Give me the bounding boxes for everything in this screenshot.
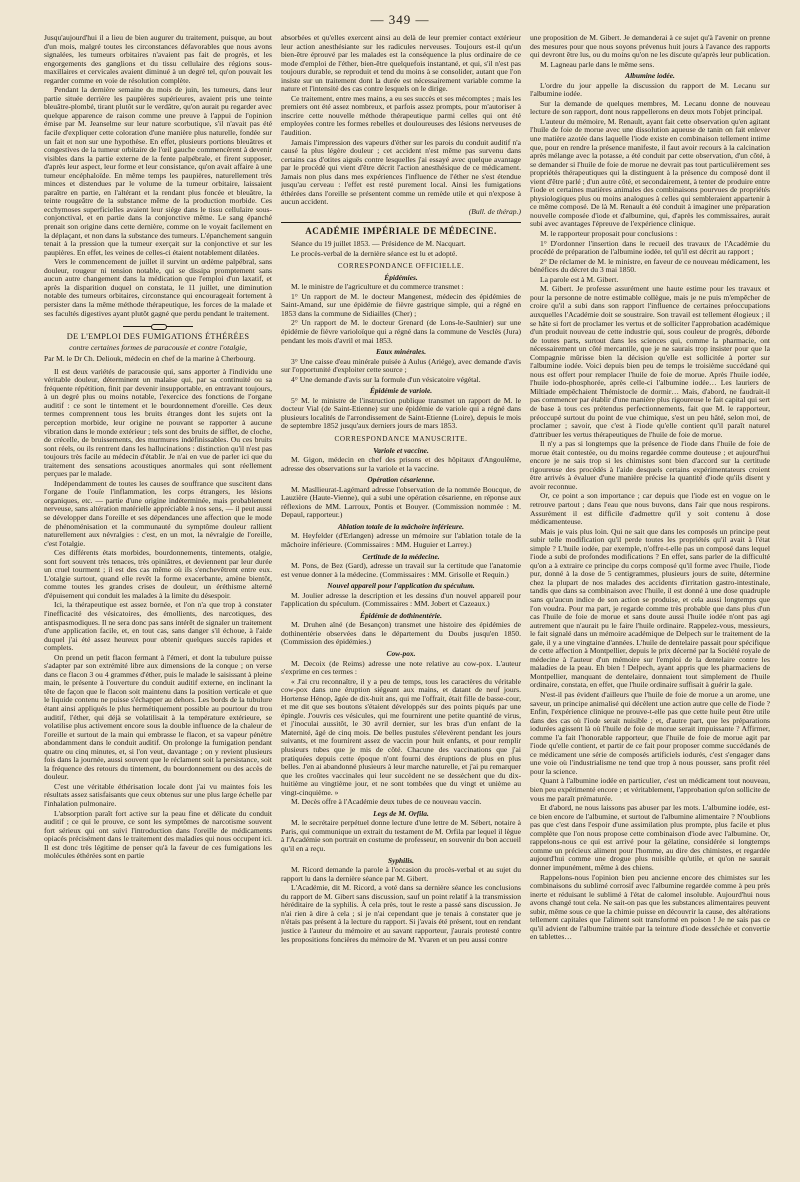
paragraph: M. Masllieurat-Lagémard adresse l'observation de la nommée Boucque, de Lauzière (Haute-Vienne), qui a subi une opération césarienne, en réponse aux réflexions de MM. Larroux, Pontis et Bouyer. (Commission nommée : M. Depaul, rapporteur.) bbox=[281, 484, 521, 520]
paragraph: Ce traitement, entre mes mains, a eu ses succès et ses mécomptes ; mais les premiers ont été assez nombreux, et parfois assez prompts, pour m'autoriser à inscrire cette nouvelle méthode thérapeutique parmi celles qui ont été employées contre les formes rebelles et douloureuses des lésions nerveuses de l'audition. bbox=[281, 93, 521, 138]
paragraph: Mais je vais plus loin. Qui ne sait que dans les composés un principe peut subir telle modification qu'il perde toutes les propriétés qu'il avait à l'état simple ? L'huile iodée, par exemple, n'offre-t-elle pas un composé dans lequel l'iode a subi de profondes modifications ? En effet, sans parler de la difficulté qu'on a à extraire ce principe du corps composé qu'il forme avec l'huile, l'iode pur, donné à la dose de 5 centigrammes, plusieurs jours de suite, détermine chez la plupart de nos malades des accidents d'irritation gastro-intestinale, tandis que dans sa combinaison avec l'huile, il est donné à une dose quadruple sans qu'aucun indice de son action se produise, et cela aussi longtemps que l'on voudra. Pour ma part, je regarde comme très probable que dans plus d'un cas l'huile de foie de morue et sans doute aussi l'huile iodée n'ont pas agi autrement que n'aurait pu le faire l'huile ordinaire. Rappelez-vous, messieurs, le fait signalé dans un mémoire académique de Delpech sur le traitement de la gale, il y a une vingtaine d'années. L'huile de dentelaire passait pour spécifique de cette affection à Montpellier, depuis le prix décerné par la Société royale de médecine à l'auteur d'un mémoire sur l'emploi de la dentelaire contre les maladies de la peau. Eh bien ! Delpech, ayant appris que les pharmaciens de Montpellier, manquant de dentelaire, donnaient tout simplement de l'huile ordinaire, constata, en effet, que l'huile ordinaire suffisait à guérir la gale. bbox=[530, 526, 770, 690]
article-subtitle: contre certaines formes de paracousie et contre l'otalgie, bbox=[69, 342, 247, 352]
subsection-heading: Opération césarienne. bbox=[367, 475, 435, 485]
paragraph: Jamais l'impression des vapeurs d'éther sur les parois du conduit auditif n'a causé la plus légère douleur ; cet accident n'est même pas survenu dans certains cas d'otites aiguës contre lesquelles j'ai essayé avec quelque avantage par le procédé qui vient d'être décrit l'action anesthésique de ce médicament. Jamais non plus dans mes expériences l'influence de l'éther ne s'est étendue jusqu'au cerveau : l'effet est resté purement local. Ainsi les fumigations éthérées dans l'oreille se présentent comme un remède utile et qui n'expose à aucun accident. bbox=[281, 137, 521, 207]
paragraph: Sur la demande de quelques membres, M. Lecanu donne de nouveau lecture de son rapport, dont nous rappellerons en deux mots l'objet principal. bbox=[530, 98, 770, 117]
paragraph: 1° Un rapport de M. le docteur Mangenest, médecin des épidémies de Saint-Amand, sur une épidémie de fièvre gastrique simple, qui a régné en 1853 dans la commune de Sidiailles (Cher) ; bbox=[281, 291, 521, 318]
subsection-heading: Nouvel appareil pour l'application du spéculum. bbox=[327, 581, 475, 591]
paragraph: M. Gibert. Je professe assurément une haute estime pour les travaux et pour la personne de notre estimable collègue, mais je ne puis m'empêcher de croire qu'il a subi dans son rapport l'influence de certaines préoccupations auxquelles l'Académie doit se soustraire. Son travail est tellement élogieux ; il se hâte si fort de proclamer les vertus et de solliciter l'approbation académique d'un produit nouveau de cette industrie qui, sous couleur de progrès, déborde de toutes parts, surtout dans les sciences qui, comme la pharmacie, ont nécessairement un côté mercantile, que je ne saurais trop insister pour que la Compagnie mûrisse bien la décision qu'elle est sollicitée à porter sur l'albumine iodée. Voici depuis bien peu de temps le troisième succédané qui nous est offert pour remplacer l'huile de foie de morue. Après l'huile iodée, l'huile iodo-phosphorée, après celle-ci l'albumine iodée… Les lauriers de Miltiade empêchaient Thémistocle de dormir… Mais, d'abord, ne faudrait-il pas commencer par établir d'une manière plus rigoureuse le fait capital qui sert de base à tous ces prétendus perfectionnements, fait que M. le rapporteur, préoccupé surtout du point de vue chimique, s'est un peu hâté, selon moi, de proclamer ; savoir, que c'est à l'iode qu'elle contient qu'il paraît naturel d'attribuer les vertus thérapeutiques de l'huile de foie de morue. bbox=[530, 284, 770, 439]
subsection-heading: Eaux minérales. bbox=[375, 347, 427, 357]
paragraph: Il n'y a pas si longtemps que la présence de l'iode dans l'huile de foie de morue était contestée, ou du moins regardée comme douteuse ; et aujourd'hui encore je ne sais trop si les chimistes sont bien d'accord sur la certitude rigoureuse des procédés à l'aide desquels certains expérimentateurs croient être arrivés à évaluer d'une manière précise la quantité d'iode qu'ils disent y avoir reconnue. bbox=[530, 439, 770, 491]
subsection-heading: Variole et vaccine. bbox=[373, 445, 429, 455]
subsection-heading: Ablation totale de la mâchoire inférieure. bbox=[337, 521, 465, 531]
subsection-heading: Épidémies. bbox=[384, 272, 418, 282]
paragraph: M. Decès offre à l'Académie deux tubes de ce nouveau vaccin. bbox=[291, 797, 482, 807]
section-divider bbox=[123, 326, 193, 327]
paragraph: Rappelons-nous l'opinion bien peu ancienne encore des chimistes sur les combinaisons du sublimé corrosif avec l'albumine regardée comme à peu près inerte et réduisant le sublimé à l'état de calomel insoluble. Aujourd'hui nous avons changé tout cela. Ne sait-on pas que les substances alimentaires peuvent subir, même sous ce que la chimie puisse en découvrir la cause, des altérations tellement capitales que l'aliment soit transformé en poison ! Je ne sais pas ce qu'il advient de l'albumine traitée par la teinture d'iode desséchée et convertie en tablettes… bbox=[530, 872, 770, 942]
paragraph: M. Gigon, médecin en chef des prisons et des hôpitaux d'Angoulême, adresse des observations sur la variole et la vaccine. bbox=[281, 455, 521, 473]
paragraph: M. Druhen aîné (de Besançon) transmet une histoire des épidémies de dothinentérie observées dans le département du Doubs jusqu'en 1850. (Commission des épidémies.) bbox=[281, 620, 521, 647]
article-title: DE L'EMPLOI DES FUMIGATIONS ÉTHÉRÉES bbox=[66, 332, 250, 342]
paragraph: Vers le commencement de juillet il survint un œdème palpébral, sans douleur, rougeur ni tension notable, qui se dissipa promptement sans aucun autre changement dans la médication que l'emploi d'un laxatif, et après la disparition duquel on constata, le 11 juillet, une diminution notable des tumeurs orbitaires, circonstance qui encourageait fortement à persister dans la même méthode thérapeutique, les forces de la malade et ses facultés digestives ayant plutôt gagné que perdu pendant le traitement. bbox=[44, 257, 272, 318]
section-heading: CORRESPONDANCE MANUSCRITE. bbox=[334, 434, 468, 443]
column-right bbox=[530, 34, 770, 1169]
paragraph: Quant à l'albumine iodée en particulier, c'est un médicament tout nouveau, bien peu expérimenté encore ; et véritablement, l'approbation qu'on sollicite de vous me paraît prématurée. bbox=[530, 776, 770, 803]
subsection-heading: Cow-pox. bbox=[386, 649, 416, 658]
paragraph: C'est une véritable éthérisation locale dont j'ai vu maintes fois les résultats assez satisfaisants que ceux obtenus sur une plus large échelle par l'inhalation pulmonaire. bbox=[44, 781, 272, 809]
paragraph: M. Heyfelder (d'Erlangen) adresse un mémoire sur l'ablation totale de la mâchoire inférieure. (Commissaires : MM. Huguier et Larrey.) bbox=[281, 531, 521, 549]
paragraph: M. le ministre de l'agriculture et du commerce transmet : bbox=[291, 282, 464, 292]
paragraph: M. le rapporteur proposait pour conclusions : bbox=[540, 229, 678, 239]
paragraph: Pendant la dernière semaine du mois de juin, les tumeurs, dans leur partie située derrière les paupières supérieures, avaient pris une teinte bleuâtre-plombé, tirant plutôt sur le verdâtre, qu'on aurait pu regarder avec quelque apparence de raison comme une preuve à l'appui de l'opinion émise par M. Jeanselme sur leur nature scorbutique, s'il n'avait pas été facile d'expliquer cette coloration d'une manière plus naturelle, fondée sur un fait et non sur une hypothèse. En effet, plusieurs portions bleuâtres et congestives de la tumeur orbitaire de l'œil gauche commencèrent à devenir visibles dans la partie externe de la fente palpébrale, et firent supposer, d'après leur aspect, leur forme et leur consistance, qu'on avait affaire à une tumeur encéphaloïde. En même temps les paupières, naturellement très minces et distendues par le volume de la tumeur orbitaire, laissaient paraître en partie, en l'altérant et la rendant plus foncée et bleuâtre, la teinte rougeâtre de la substance même de la production morbide. Ces ecchymoses superficielles avaient leur siége dans le tissu cellulaire sous-conjonctival, et en partie dans la conjonctive même. Le sang épanché prenait son origine dans cette dernière, comme on le voyait facilement en la déplaçant, et non dans la substance des tumeurs. L'épanchement sanguin tenait à la pression que la tumeur exerçait sur la conjonctive et sur les paupières. En effet, les veines de celles-ci étaient notablement dilatées. bbox=[44, 85, 272, 257]
paragraph: M. le secrétaire perpétuel donne lecture d'une lettre de M. Sébert, notaire à Paris, qui communique un extrait du testament de M. Orfila par lequel il lègue à l'Académie son portrait en costume de professeur, en souvenir du bon accueil qu'il en a reçu. bbox=[281, 818, 521, 854]
subsection-heading: Certitude de la médecine. bbox=[362, 551, 440, 561]
paragraph: Jusqu'aujourd'hui il a lieu de bien augurer du traitement, puisque, au bout d'un mois, malgré toutes les circonstances défavorables que nous avons signalées, les tumeurs orbitaires n'avaient pas fait de progrès, et les engorgements des ganglions et du tissu cellulaire des régions sous-maxillaires et cervicales avaient diminué à un degré tel, qu'on pouvait les regarder comme en voie de résolution complète. bbox=[44, 34, 272, 85]
paragraph: 3° Une caisse d'eau minérale puisée à Aulus (Ariége), avec demande d'avis sur l'opportunité d'exploiter cette source ; bbox=[281, 356, 521, 375]
paragraph: 2° De réclamer de M. le ministre, en faveur de ce nouveau médicament, les bénéfices du décret du 3 mai 1850. bbox=[530, 256, 770, 275]
paragraph: N'est-il pas évident d'ailleurs que l'huile de foie de morue a un arome, une saveur, un principe animalisé qui décèlent une action autre que celle de l'iode ? Enfin, l'expérience clinique ne prouve-t-elle pas que cette huile peut être utile dans des cas où l'iode serait nuisible ; et, d'autre part, que les préparations iodurées agissent là où l'huile de foie de morue serait impuissante ? Affirmer, comme l'a fait l'honorable rapporteur, que l'huile de foie de morue agit par l'iode qu'elle contient, et partir de ce fait pour proposer comme succédanés de ce médicament une série de composés artificiels iodurés, c'est s'engager dans une voie où l'industrialisme ne tend que trop à nous pousser, sans profit réel pour la science. bbox=[530, 690, 770, 776]
subsection-heading: Épidémie de dothinentérie. bbox=[360, 610, 442, 620]
paragraph: M. Ricord demande la parole à l'occasion du procès-verbal et au sujet du rapport lu dans la dernière séance par M. Gibert. bbox=[281, 865, 521, 883]
paragraph: absorbées et qu'elles exercent ainsi au delà de leur premier contact extérieur leur action anesthésiante sur les radicules nerveuses. Toujours est-il qu'un bien-être éprouvé par les malades est la conséquence la plus ordinaire de ce mode d'emploi de l'éther, bien-être quelquefois instantané, et qui, s'il n'est pas toujours durable, se reproduit et tend du moins à se consolider, autant que l'on insiste sur un traitement dont la durée est nécessairement variable comme la nature et l'intensité des cas contre lesquels on le dirige. bbox=[281, 34, 521, 94]
paragraph: Ici, la thérapeutique est assez bornée, et l'on n'a que trop à constater l'inefficacité des vésicatoires, des émollients, des narcotiques, des antispasmodiques. Il ne sera donc pas sans intérêt de signaler un traitement d'une application facile, et, en tout cas, sans danger s'il échoue, à l'aide duquel j'ai été assez heureux pour obtenir quelques succès rapides et complets. bbox=[44, 600, 272, 653]
section-heading-academy: ACADÉMIE IMPÉRIALE DE MÉDECINE. bbox=[305, 226, 497, 237]
paragraph: Ces différents états morbides, bourdonnements, tintements, otalgie, sont fort souvent très tenaces, très opiniâtres, et deviennent par leur durée un cruel tourment ; il est des cas même où ils s'enchevêtrent entre eux. L'otalgie surtout, quand elle revêt la forme exacerbante, amène bientôt, comme toutes les grandes crises de douleur, un éréthisme alterné d'épuisement qui conduit les malades à la limite du désespoir. bbox=[44, 548, 272, 600]
paragraph: Le procès-verbal de la dernière séance est lu et adopté. bbox=[291, 248, 458, 258]
paragraph: 2° Un rapport de M. le docteur Grenard (de Lons-le-Saulnier) sur une épidémie de fièvre varioloïque qui a régné dans la commune de Vesclès (Jura) pendant les mois d'avril et mai 1853. bbox=[281, 318, 521, 345]
page-number: — 349 — bbox=[370, 12, 430, 27]
paragraph: M. Pons, de Bez (Gard), adresse un travail sur la certitude que l'anatomie est venue donner à la médecine. (Commissaires : MM. Grisolle et Requin.) bbox=[281, 561, 521, 579]
paragraph: M. Decoix (de Reims) adresse une note relative au cow-pox. L'auteur s'exprime en ces termes : bbox=[281, 658, 521, 677]
paragraph: 4° Une demande d'avis sur la formule d'un vésicatoire végétal. bbox=[291, 374, 481, 384]
paragraph: une proposition de M. Gibert. Je demanderai à ce sujet qu'à l'avenir on prenne des mesures pour que nous soyons prévenus huit jours à l'avance des rapports qui devront être lus, ou du moins qu'on ne les discute qu'après leur publication. bbox=[530, 34, 770, 60]
paragraph: 5° M. le ministre de l'instruction publique transmet un rapport de M. le docteur Vial (de Saint-Etienne) sur une épidémie de variole qui a régné dans plusieurs localités de l'arrondissement de Saint-Etienne (Loire), depuis le mois de septembre 1852 jusqu'aux derniers jours de mars 1853. bbox=[281, 395, 521, 431]
section-divider bbox=[281, 222, 521, 223]
session-line: Séance du 19 juillet 1853. — Présidence de M. Nacquart. bbox=[291, 239, 466, 249]
paragraph: « J'ai cru reconnaître, il y a peu de temps, tous les caractères du véritable cow-pox dans une éruption siégeant aux mains, et datant de neuf jours. Hortense Hénop, âgée de dix-huit ans, qui me l'offrait, était fille de basse-cour, et me dit que ses boutons s'étaient développés sur des points piqués par une épingle. J'ouvris ces vésicules, qui me fournirent une petite quantité de virus, et j'inoculai aussitôt, le 30 avril dernier, sur les bras d'un enfant de la Maternité, âgé de cinq mois. De belles pustules s'élevèrent pendant les jours suivants, et me fournirent assez de vaccin pour huit enfants, et pour remplir plusieurs tubes que je mis de côté. Chacune des vaccinations que j'ai pratiquées depuis cette époque n'ont fourni des éruptions de plus en plus belles. J'en ai abandonné plusieurs à leur marche naturelle, et j'ai pu remarquer que les croûtes vaccinales qui leur succèdent ne se dessèchent que du dix-huitième au vingtième jour, et ne sont tombées que du vingt et unième au vingt-cinquième. » bbox=[281, 676, 521, 797]
subsection-heading: Syphilis. bbox=[387, 855, 415, 865]
column-middle bbox=[281, 34, 521, 1169]
article-byline: Par M. le Dr Ch. Deliouk, médecin en chef de la marine à Cherbourg. bbox=[44, 354, 256, 364]
subsection-heading: Legs de M. Orfila. bbox=[373, 808, 429, 818]
section-heading: CORRESPONDANCE OFFICIELLE. bbox=[337, 262, 465, 271]
source-citation: (Bull. de thérap.) bbox=[468, 206, 521, 216]
paragraph: L'ordre du jour appelle la discussion du rapport de M. Lecanu sur l'albumine iodée. bbox=[530, 80, 770, 99]
paragraph: L'Académie, dit M. Ricord, a voté dans sa dernière séance les conclusions du rapport de M. Gibert sans discussion, sauf un point relatif à la transmission héréditaire de la syphilis. À cela près, tout le reste a passé sans discussion. Je n'ai rien à dire à cela ; si je n'ai cependant que je tenais à constater que je n'étais pas présent à la lecture du rapport. Si j'avais été présent, tout en rendant justice à l'auteur du mémoire et au savant rapporteur, j'aurais protesté contre les propositions foncières du mémoire de M. Yvaren et un peu aussi contre bbox=[281, 883, 521, 944]
paragraph: Et d'abord, ne nous laissons pas abuser par les mots. L'albumine iodée, est-ce bien encore de l'albumine, et surtout de l'albumine alimentaire ? N'oublions pas que c'est dans l'espoir d'une assimilation plus prompte, plus facile et plus complète que l'on nous propose cette combinaison d'iode avec l'albumine. Or, rappelons-nous ce qui est arrivé pour la gélatine, considérée si longtemps comme un précieux aliment pour l'homme, au dire des chimistes, et regardée aujourd'hui comme une drogue plus nuisible qu'utile, et qu'on ne saurait donner impunément, même à des chiens. bbox=[530, 803, 770, 872]
paragraph: M. Lagneau parle dans le même sens. bbox=[540, 59, 655, 69]
paragraph: Or, ce point a son importance ; car depuis que l'iode est en vogue on le retrouve partout ; dans l'eau que nous buvons, dans l'air que nous respirons. Assurément il est difficile d'admettre qu'il y soit contenu à dose médicamenteuse. bbox=[530, 491, 770, 527]
paragraph: On prend un petit flacon fermant à l'émeri, et dont la tubulure puisse s'adapter par son extrémité libre aux dimensions de la conque ; on verse dans ce flacon 3 ou 4 grammes d'éther, puis le malade le saisissant à pleine main, le présente à l'ouverture du conduit auditif externe, en inclinant la tête de façon que le flacon soit maintenu dans la position verticale et que le liquide contenu ne puisse s'échapper au dehors. Les bords de la tubulure étant ainsi appliqués le plus hermétiquement possible au pourtour du trou auditif, l'éther, qui déjà se volatilisait à la température extérieure, se volatilise plus activement encore sous la double influence de la chaleur de l'oreille et surtout de la main qui embrasse le flacon, et sa vapeur pénètre abondamment dans le conduit auditif. On prolonge la fumigation pendant quatre ou cinq minutes, et, si l'on veut, davantage ; on y revient plusieurs fois dans la journée, aussi souvent que le réclament soit la persistance, soit la fréquence des retours du tintement, du bourdonnement ou des accès de douleur. bbox=[44, 652, 272, 782]
paragraph: 1° D'ordonner l'insertion dans le recueil des travaux de l'Académie du procédé de préparation de l'albumine iodée, tel qu'il est décrit au rapport ; bbox=[530, 238, 770, 257]
column-left bbox=[44, 34, 272, 1169]
paragraph: Il est deux variétés de paracousie qui, sans apporter à l'individu une véritable douleur, déterminent un malaise qui, par sa continuité ou sa fréquente répétition, finit par devenir insupportable, en entravant toujours, à un degré plus ou moins notable, l'exercice des fonctions de l'organe auditif : ce sont le tintement et le bourdonnement d'oreille. Ces deux termes comprennent tous les bruits étranges dont les sujets ont la perception morbide, leur origine ne pouvant se rapporter à aucune vibration dans le monde extérieur ; tels sont des bruits de sifflet, de cloche, de crécelle, de bruissements, des murmures indéfinissables. Ou ces bruits sont réels, ou ils rentrent dans les hallucinations : distinction qu'il n'est pas toujours très facile au médecin d'établir. Je n'ai en vue de parler ici que du traitement des sensations acoustiques anormales qui sont réellement perçues par le malade. bbox=[44, 366, 272, 479]
paragraph: L'auteur du mémoire, M. Renault, ayant fait cette observation qu'en agitant l'huile de foie de morue avec une dissolution aqueuse de tanin on fait enlever une matière azotée dans laquelle l'iode existe en combinaison tellement intime que, pour en rendre la présence manifeste, il faut avoir recours à la calcination après mélange avec la potasse, a été conduit par cette observation, d'un côté, à se demander si l'huile de foie de morue ne devrait pas tout particulièrement ses propriétés thérapeutiques qui la distinguent à la présence du composé dont il vient d'être parlé ; d'un autre côté, et secondairement, à tenter de produire entre l'iode et certaines matières animales des combinaisons pourvues de propriétés physiologiques plus ou moins analogues à celles qui sembleraient appartenir à ce même composé. De là M. Renault a été conduit à imaginer une préparation nouvelle composée d'iode et d'albumine, qui, d'après les commissaires, aurait subi avec avantages l'épreuve de l'expérience clinique. bbox=[530, 116, 770, 229]
paragraph: L'absorption paraît fort active sur la peau fine et délicate du conduit auditif ; ce qui le prouve, ce sont les symptômes de narcotisme souvent fort sérieux qui ont suivi l'introduction dans l'oreille de médicaments opiacés précisément dans le traitement des maladies qui nous occupent ici. Il est donc très légitime de penser qu'à la faveur de ces fumigations les molécules éthérées sont en partie bbox=[44, 808, 272, 861]
subsection-heading: Albumine iodée. bbox=[625, 71, 675, 81]
paragraph: La parole est à M. Gibert. bbox=[540, 274, 619, 284]
paragraph: Indépendamment de toutes les causes de souffrance que suscitent dans l'organe de l'ouïe l'inflammation, les corps étrangers, les lésions organiques, etc. — partie d'une origine indéterminée, mais probablement nerveuse, sans altération matérielle appréciable à nos sens, — il peut aussi se développer dans l'oreille et ses dépendances une affection que le mode de phénoménisation et la communauté du symptôme douleur rallient naturellement aux névralgies : c'est, en un mot, la névralgie de l'oreille, c'est l'otalgie. bbox=[44, 478, 272, 548]
subsection-heading: Épidémie de variole. bbox=[369, 386, 433, 396]
paragraph: M. Joulier adresse la description et les dessins d'un nouvel appareil pour l'application du spéculum. (Commissaires : MM. Jobert et Cazeaux.) bbox=[281, 590, 521, 609]
